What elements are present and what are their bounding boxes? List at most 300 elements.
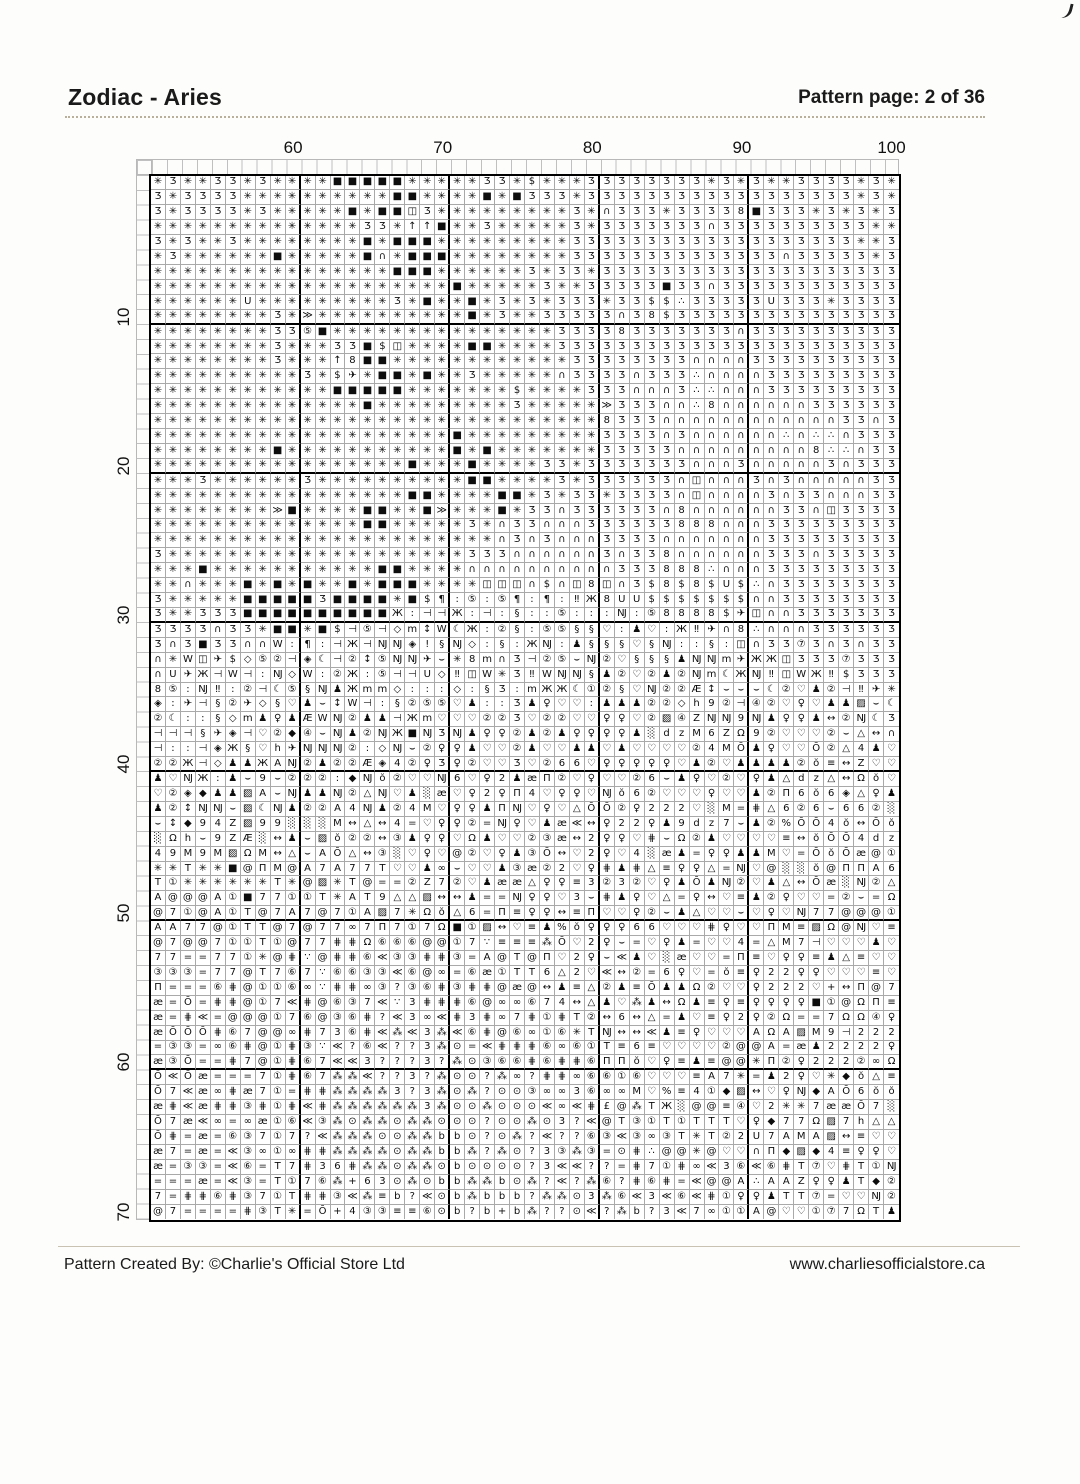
stitch-cell: ⑥: [465, 1026, 480, 1041]
stitch-cell: ♡: [615, 772, 630, 787]
stitch-cell: Ʒ: [630, 235, 645, 250]
stitch-cell: Ʒ: [465, 519, 480, 534]
stitch-cell: ⊙: [465, 1130, 480, 1145]
stitch-cell: ∞: [345, 921, 360, 936]
stitch-cell: =: [600, 1145, 615, 1160]
stitch-cell: Ʒ: [719, 235, 734, 250]
stitch-cell: ♡: [779, 727, 794, 742]
stitch-cell: ✳: [420, 325, 435, 340]
stitch-cell: ✳: [420, 444, 435, 459]
stitch-cell: Ʒ: [809, 340, 824, 355]
stitch-cell: A: [211, 906, 226, 921]
stitch-cell: ♟: [675, 981, 690, 996]
stitch-cell: ✳: [495, 325, 510, 340]
stitch-cell: ✳: [345, 519, 360, 534]
stitch-cell: Ǌ: [719, 876, 734, 891]
stitch-cell: ✳: [510, 310, 525, 325]
stitch-cell: ■: [375, 176, 390, 191]
stitch-cell: Ʒ: [570, 310, 585, 325]
stitch-cell: ♡: [540, 742, 555, 757]
stitch-cell: ✳: [181, 474, 196, 489]
stitch-cell: ♟: [331, 683, 346, 698]
stitch-cell: ◈: [181, 787, 196, 802]
stitch-cell: ②: [690, 832, 705, 847]
stitch-cell: ♀: [645, 817, 660, 832]
stitch-cell: ■: [331, 176, 346, 191]
stitch-cell: Ʒ: [794, 235, 809, 250]
stitch-cell: ≪: [555, 1160, 570, 1175]
stitch-cell: T: [645, 1100, 660, 1115]
stitch-cell: ∞: [570, 1070, 585, 1085]
stitch-cell: ✳: [540, 384, 555, 399]
stitch-cell: §: [585, 638, 600, 653]
stitch-cell: ✳: [316, 414, 331, 429]
stitch-cell: Ʒ: [615, 533, 630, 548]
stitch-cell: ✳: [420, 399, 435, 414]
stitch-cell: 2: [869, 1041, 884, 1056]
stitch-cell: T: [360, 891, 375, 906]
stitch-cell: A: [331, 802, 346, 817]
stitch-cell: ✳: [405, 295, 420, 310]
stitch-cell: ✳: [555, 280, 570, 295]
stitch-cell: ⋕: [286, 1055, 301, 1070]
stitch-cell: 7: [256, 1130, 271, 1145]
stitch-cell: ⋕: [316, 1190, 331, 1205]
stitch-cell: ⌣: [405, 742, 420, 757]
stitch-cell: §: [510, 608, 525, 623]
stitch-cell: Ω: [465, 832, 480, 847]
stitch-cell: ⑥: [764, 1160, 779, 1175]
stitch-cell: 7: [345, 862, 360, 877]
stitch-cell: ✳: [241, 504, 256, 519]
stitch-cell: ♟: [211, 787, 226, 802]
stitch-cell: ♀: [884, 1011, 899, 1026]
stitch-cell: Ǌ: [435, 772, 450, 787]
stitch-cell: ✳: [345, 220, 360, 235]
stitch-cell: @: [854, 906, 869, 921]
stitch-cell: @: [316, 951, 331, 966]
stitch-cell: ■: [660, 280, 675, 295]
stitch-cell: ♀: [450, 742, 465, 757]
stitch-cell: ◫: [465, 668, 480, 683]
stitch-cell: Ʒ: [615, 444, 630, 459]
stitch-cell: ♀: [794, 1070, 809, 1085]
stitch-cell: 4: [405, 802, 420, 817]
stitch-cell: ✳: [286, 176, 301, 191]
stitch-cell: ∩: [181, 578, 196, 593]
stitch-cell: ✳: [271, 235, 286, 250]
stitch-cell: ✳: [495, 444, 510, 459]
stitch-cell: T: [316, 891, 331, 906]
stitch-cell: 7: [166, 936, 181, 951]
stitch-cell: Ʒ: [809, 235, 824, 250]
stitch-cell: æ: [525, 862, 540, 877]
stitch-cell: ⊣: [525, 653, 540, 668]
stitch-cell: Ʒ: [510, 697, 525, 712]
stitch-cell: ✳: [794, 1100, 809, 1115]
stitch-cell: Ʒ: [719, 340, 734, 355]
stitch-cell: ■: [286, 608, 301, 623]
stitch-cell: ■: [450, 444, 465, 459]
stitch-cell: 2: [764, 1100, 779, 1115]
stitch-cell: 4: [690, 1085, 705, 1100]
stitch-cell: Ʒ: [600, 280, 615, 295]
stitch-cell: =: [211, 1175, 226, 1190]
stitch-cell: ↕: [420, 623, 435, 638]
stitch-cell: ✳: [585, 399, 600, 414]
stitch-cell: ♟: [615, 891, 630, 906]
stitch-cell: ✳: [301, 250, 316, 265]
stitch-cell: ⑥: [600, 1175, 615, 1190]
stitch-cell: Ʒ: [645, 548, 660, 563]
stitch-cell: b: [480, 1205, 495, 1220]
stitch-cell: §: [585, 623, 600, 638]
stitch-cell: ♀: [585, 772, 600, 787]
stitch-cell: ∩: [719, 548, 734, 563]
stitch-cell: ✳: [151, 459, 166, 474]
stitch-cell: ≪: [435, 1011, 450, 1026]
stitch-cell: Ʒ: [779, 638, 794, 653]
stitch-cell: ♀: [420, 757, 435, 772]
stitch-cell: ♟: [675, 1011, 690, 1026]
stitch-cell: 2: [495, 772, 510, 787]
stitch-cell: ⌣: [854, 891, 869, 906]
stitch-cell: ⋕: [525, 1041, 540, 1056]
stitch-cell: ✳: [241, 235, 256, 250]
stitch-cell: 6: [450, 772, 465, 787]
stitch-cell: ①: [884, 906, 899, 921]
stitch-cell: Ǌ: [450, 638, 465, 653]
stitch-cell: ✳: [286, 354, 301, 369]
stitch-cell: 8: [734, 205, 749, 220]
stitch-cell: ∩: [794, 459, 809, 474]
stitch-cell: 6: [630, 1041, 645, 1056]
stitch-cell: ∩: [585, 563, 600, 578]
stitch-cell: ■: [420, 489, 435, 504]
stitch-cell: ⑥: [345, 1026, 360, 1041]
stitch-cell: ✳: [435, 176, 450, 191]
stitch-cell: ♡: [585, 787, 600, 802]
stitch-cell: ⋕: [241, 1205, 256, 1220]
stitch-cell: 8: [705, 399, 720, 414]
stitch-cell: ■: [375, 205, 390, 220]
row-label: 40: [114, 754, 133, 774]
stitch-cell: ■: [316, 623, 331, 638]
stitch-cell: ✳: [420, 519, 435, 534]
stitch-cell: T: [570, 1011, 585, 1026]
stitch-cell: Ʒ: [809, 265, 824, 280]
stitch-cell: Ʒ: [869, 474, 884, 489]
stitch-cell: =: [690, 847, 705, 862]
stitch-cell: M: [690, 727, 705, 742]
stitch-cell: ✳: [166, 429, 181, 444]
stitch-cell: ⑥: [286, 966, 301, 981]
stitch-cell: ✳: [345, 429, 360, 444]
stitch-cell: ■: [331, 593, 346, 608]
stitch-cell: ✳: [345, 504, 360, 519]
stitch-cell: Ʒ: [809, 280, 824, 295]
stitch-cell: ⊙: [450, 1100, 465, 1115]
stitch-cell: Ʒ: [645, 563, 660, 578]
stitch-cell: ‼: [764, 668, 779, 683]
stitch-cell: Ʒ: [196, 190, 211, 205]
stitch-cell: 7: [256, 1085, 271, 1100]
stitch-cell: ✳: [435, 280, 450, 295]
stitch-cell: ≪: [345, 1190, 360, 1205]
stitch-cell: ✳: [824, 295, 839, 310]
stitch-cell: Ʒ: [615, 220, 630, 235]
stitch-cell: ✳: [345, 399, 360, 414]
stitch-cell: Ʒ: [585, 384, 600, 399]
stitch-cell: ⑥: [510, 1026, 525, 1041]
stitch-cell: ②: [734, 876, 749, 891]
stitch-cell: ✳: [241, 220, 256, 235]
stitch-cell: ⋕: [331, 951, 346, 966]
stitch-cell: ②: [824, 727, 839, 742]
stitch-cell: ✳: [869, 250, 884, 265]
stitch-cell: ■: [360, 399, 375, 414]
stitch-cell: ∩: [525, 548, 540, 563]
stitch-cell: ♡: [525, 712, 540, 727]
stitch-cell: Ʒ: [525, 295, 540, 310]
stitch-cell: ≡: [570, 876, 585, 891]
stitch-cell: ⑥: [510, 1055, 525, 1070]
stitch-cell: ✳: [510, 429, 525, 444]
stitch-cell: ◈: [151, 697, 166, 712]
stitch-cell: ŏ: [809, 757, 824, 772]
stitch-cell: Ʒ: [719, 176, 734, 191]
stitch-cell: ✳: [241, 310, 256, 325]
stitch-cell: Π: [839, 862, 854, 877]
stitch-cell: ♀: [764, 742, 779, 757]
stitch-cell: Ʒ: [809, 519, 824, 534]
stitch-cell: ◫: [824, 504, 839, 519]
stitch-cell: Ʒ: [211, 205, 226, 220]
stitch-cell: Ō: [690, 876, 705, 891]
stitch-cell: 3: [405, 1011, 420, 1026]
stitch-cell: Ʒ: [645, 265, 660, 280]
stitch-cell: ✳: [465, 176, 480, 191]
stitch-cell: Ʒ: [824, 623, 839, 638]
stitch-cell: ∩: [660, 533, 675, 548]
stitch-cell: ✳: [480, 265, 495, 280]
stitch-cell: 7: [256, 891, 271, 906]
stitch-cell: ■: [420, 265, 435, 280]
stitch-cell: ✳: [301, 280, 316, 295]
stitch-cell: ✳: [390, 429, 405, 444]
stitch-cell: ⋕: [331, 936, 346, 951]
stitch-cell: Ω: [854, 1011, 869, 1026]
stitch-cell: ✳: [390, 474, 405, 489]
stitch-cell: ⁂: [585, 1175, 600, 1190]
stitch-cell: ♡: [570, 862, 585, 877]
stitch-cell: Ж: [809, 668, 824, 683]
stitch-cell: ✳: [331, 459, 346, 474]
stitch-cell: h: [181, 832, 196, 847]
stitch-cell: ∩: [465, 563, 480, 578]
stitch-cell: æ: [839, 1100, 854, 1115]
stitch-cell: ≡: [510, 936, 525, 951]
stitch-cell: ⋕: [301, 1145, 316, 1160]
stitch-cell: T: [256, 936, 271, 951]
stitch-cell: ⊣: [256, 683, 271, 698]
stitch-cell: ✳: [271, 563, 286, 578]
stitch-cell: ①: [465, 921, 480, 936]
stitch-cell: Ō: [809, 876, 824, 891]
stitch-cell: ⋕: [211, 1026, 226, 1041]
stitch-cell: Ʒ: [794, 325, 809, 340]
stitch-cell: T: [271, 876, 286, 891]
stitch-cell: Ǌ: [196, 683, 211, 698]
stitch-cell: 2: [869, 1026, 884, 1041]
stitch-cell: ✳: [570, 384, 585, 399]
stitch-cell: ✳: [420, 474, 435, 489]
stitch-cell: ■: [196, 563, 211, 578]
stitch-cell: b: [435, 1175, 450, 1190]
stitch-cell: @: [241, 996, 256, 1011]
stitch-cell: ②: [585, 1011, 600, 1026]
stitch-cell: ⌣: [450, 862, 465, 877]
stitch-cell: ✳: [331, 280, 346, 295]
stitch-cell: Ʒ: [719, 205, 734, 220]
stitch-cell: ②: [510, 742, 525, 757]
stitch-cell: 7: [271, 906, 286, 921]
stitch-cell: Ʒ: [824, 399, 839, 414]
stitch-cell: ✳: [540, 354, 555, 369]
stitch-cell: ♡: [286, 697, 301, 712]
stitch-cell: 2: [630, 817, 645, 832]
stitch-cell: ✳: [390, 354, 405, 369]
stitch-cell: 3: [660, 1205, 675, 1220]
stitch-cell: ♡: [675, 742, 690, 757]
stitch-cell: ♡: [719, 787, 734, 802]
stitch-cell: Ж: [405, 712, 420, 727]
stitch-cell: ≪: [705, 1160, 720, 1175]
stitch-cell: ✳: [241, 369, 256, 384]
stitch-cell: Ʒ: [779, 593, 794, 608]
stitch-cell: ✳: [450, 205, 465, 220]
stitch-cell: T: [241, 921, 256, 936]
stitch-cell: ✳: [465, 504, 480, 519]
stitch-cell: ♡: [839, 936, 854, 951]
stitch-cell: !: [420, 638, 435, 653]
stitch-cell: ✳: [181, 265, 196, 280]
stitch-cell: æ: [675, 951, 690, 966]
stitch-cell: Ʒ: [854, 250, 869, 265]
stitch-cell: ↔: [271, 847, 286, 862]
stitch-cell: =: [719, 951, 734, 966]
stitch-cell: ⋕: [495, 1041, 510, 1056]
stitch-cell: ∩: [690, 504, 705, 519]
stitch-cell: ✳: [151, 519, 166, 534]
stitch-cell: ?: [405, 1190, 420, 1205]
stitch-cell: ✳: [495, 340, 510, 355]
stitch-cell: ⑤: [555, 653, 570, 668]
stitch-cell: $: [375, 340, 390, 355]
stitch-cell: ③: [181, 966, 196, 981]
stitch-cell: ②: [600, 876, 615, 891]
stitch-cell: ♀: [420, 847, 435, 862]
stitch-cell: ⋕: [211, 1100, 226, 1115]
stitch-cell: ⁂: [360, 1130, 375, 1145]
stitch-cell: ✳: [360, 325, 375, 340]
stitch-cell: Ʒ: [630, 459, 645, 474]
stitch-cell: ✳: [196, 459, 211, 474]
stitch-cell: ∩: [555, 563, 570, 578]
stitch-cell: △: [824, 772, 839, 787]
stitch-cell: ♟: [749, 891, 764, 906]
stitch-cell: Ʒ: [525, 265, 540, 280]
stitch-cell: Ʒ: [809, 623, 824, 638]
stitch-cell: Ǌ: [570, 668, 585, 683]
stitch-cell: ✳: [435, 519, 450, 534]
stitch-cell: 4: [390, 757, 405, 772]
stitch-cell: ⑥: [465, 996, 480, 1011]
stitch-cell: ⊣: [211, 668, 226, 683]
stitch-cell: ∩: [749, 459, 764, 474]
stitch-cell: ♀: [779, 1085, 794, 1100]
stitch-cell: ♡: [450, 697, 465, 712]
stitch-cell: ∩: [779, 399, 794, 414]
stitch-cell: Ʒ: [166, 623, 181, 638]
stitch-cell: 7: [286, 1160, 301, 1175]
stitch-cell: ⊙: [390, 1145, 405, 1160]
stitch-cell: ♡: [645, 1070, 660, 1085]
stitch-cell: ♡: [630, 832, 645, 847]
stitch-cell: Ʒ: [869, 310, 884, 325]
stitch-cell: Ʒ: [884, 340, 899, 355]
stitch-cell: ♡: [525, 757, 540, 772]
stitch-cell: Ǌ: [375, 638, 390, 653]
stitch-cell: Ʒ: [690, 220, 705, 235]
stitch-cell: @: [286, 936, 301, 951]
stitch-cell: ŏ: [839, 817, 854, 832]
stitch-cell: Ʒ: [794, 608, 809, 623]
stitch-cell: ■: [809, 996, 824, 1011]
stitch-cell: ✳: [345, 459, 360, 474]
stitch-cell: ✳: [360, 548, 375, 563]
stitch-cell: ♟: [660, 981, 675, 996]
stitch-cell: ♟: [540, 921, 555, 936]
stitch-cell: ∩: [839, 429, 854, 444]
stitch-cell: ✳: [226, 220, 241, 235]
stitch-cell: ✳: [495, 250, 510, 265]
stitch-cell: Ʒ: [839, 310, 854, 325]
stitch-cell: ♟: [151, 772, 166, 787]
stitch-cell: Ʒ: [690, 280, 705, 295]
stitch-cell: ✳: [854, 176, 869, 191]
stitch-cell: Ʒ: [645, 504, 660, 519]
stitch-cell: ◈: [226, 727, 241, 742]
stitch-cell: Ʒ: [809, 354, 824, 369]
stitch-cell: ✳: [525, 310, 540, 325]
stitch-cell: :: [196, 712, 211, 727]
stitch-cell: 9: [166, 847, 181, 862]
stitch-cell: Π: [495, 802, 510, 817]
stitch-cell: =: [480, 906, 495, 921]
stitch-cell: Ʒ: [839, 593, 854, 608]
stitch-cell: ②: [705, 981, 720, 996]
stitch-cell: ✳: [331, 190, 346, 205]
stitch-cell: ✳: [420, 459, 435, 474]
stitch-cell: ✳: [241, 265, 256, 280]
stitch-cell: Ʒ: [465, 548, 480, 563]
stitch-cell: Ʒ: [809, 578, 824, 593]
stitch-cell: ♡: [884, 951, 899, 966]
stitch-cell: ✳: [360, 280, 375, 295]
stitch-cell: ♟: [615, 697, 630, 712]
stitch-cell: 7: [540, 996, 555, 1011]
